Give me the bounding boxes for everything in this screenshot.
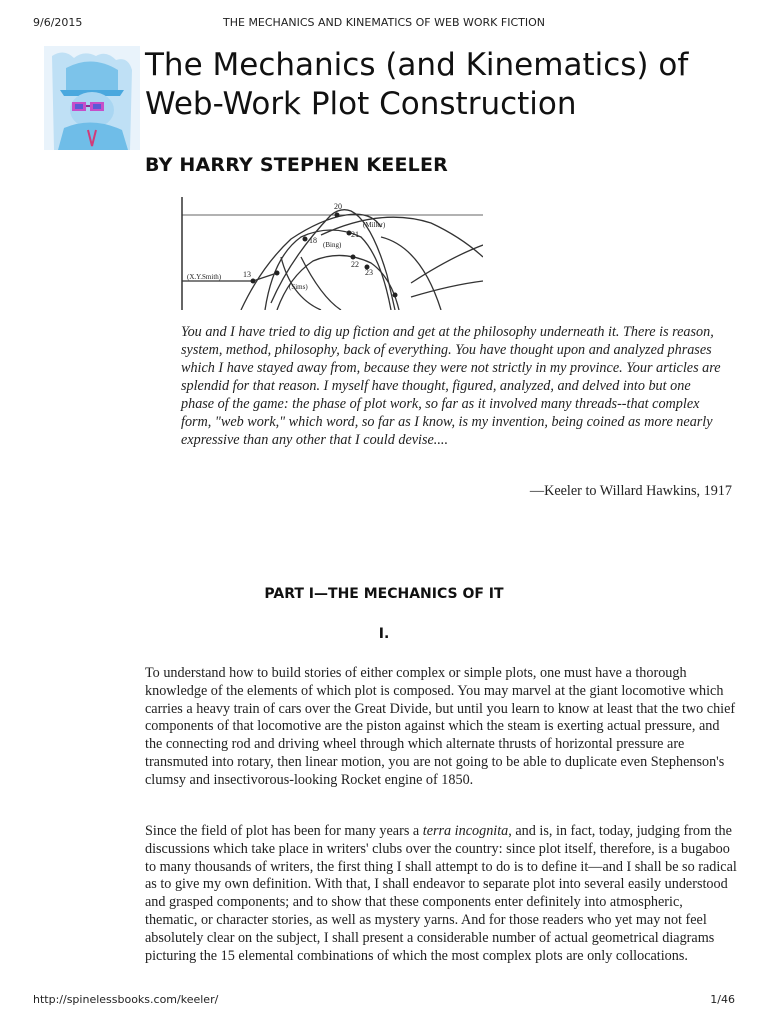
diagram-label-bing: (Bing) xyxy=(323,241,342,249)
article-title xyxy=(145,46,745,124)
body-paragraph-2 xyxy=(145,823,737,965)
diagram-label-22: 22 xyxy=(351,260,359,269)
diagram-label-miller: (Miller) xyxy=(363,221,386,229)
part-heading: PART I—THE MECHANICS OF IT xyxy=(264,586,504,602)
diagram-label-18: 18 xyxy=(309,236,317,245)
print-page-title: THE MECHANICS AND KINEMATICS OF WEB WORK FICTION xyxy=(223,16,545,29)
diagram-label-13: 13 xyxy=(243,270,251,279)
diagram-label-23: 23 xyxy=(365,268,373,277)
page-number: 1/46 xyxy=(710,993,735,1006)
section-numeral: I. xyxy=(378,626,390,642)
paragraph-2-text-end: , and is, in fact, today, judging from the discussions which take place in writers' clubs over the country: since plot itself, therefore, is a bugaboo to many thousands of writers, the first thing I shall attempt to do is to define it—and I shall be so radical as to give my own definition. With that, I shall endeavor to separate plot into several easily understood and grasped components; and to show that these components enter definitely into atmospheric, thematic, or character stories, as well as mystery yarns. And for those readers who yet may not feel absolutely clear on the subject, I shall present a considerable number of actual geometrical diagrams picturing the 15 elemental combinations of which the most complex plots are only collocations. xyxy=(145,823,737,964)
author-portrait-logo xyxy=(44,46,140,150)
print-footer xyxy=(33,993,735,1007)
paragraph-2-text-start: Since the field of plot has been for many years a xyxy=(145,823,423,839)
title-line-2: Web-Work Plot Construction xyxy=(145,86,577,122)
diagram-label-21: 21 xyxy=(351,230,359,239)
diagram-label-sims: (Sims) xyxy=(289,283,308,291)
title-line-1: The Mechanics (and Kinematics) of xyxy=(145,47,689,83)
web-work-plot-diagram xyxy=(181,197,483,310)
epigraph-quote: You and I have tried to dig up fiction and get at the philosophy underneath it. There is reason, system, method, philosophy, back of everything. You have thought upon and analyzed phrases which I have stayed away from, because they were not strictly in my province. Your articles are splendid for that reason. I myself have thought, figured, analyzed, and delved into but one phase of the game: the phase of plot work, so far as it involved many threads--that complex form, "web work," which word, so far as I know, is my invention, being coined as more nearly expressive than any other that I could devise.... xyxy=(181,324,721,448)
diagram-label-20: 20 xyxy=(334,202,342,211)
print-header xyxy=(33,16,735,30)
body-paragraph-1: To understand how to build stories of either complex or simple plots, one must have a thorough knowledge of the elements of which plot is composed. You may marvel at the giant locomotive which carries a heavy train of cars over the Great Divide, but until you learn to know at least that the two chief components of that locomotive are the piston against which the steam is exerting actual pressure, and the connecting rod and driving wheel through which alternate thrusts of horizontal pressure are transmuted into rotary, then linear motion, you are not going to be able to duplicate even Stephenson's clumsy and insectivorous-looking Rocket engine of 1850. xyxy=(145,665,736,788)
epigraph-attribution: —Keeler to Willard Hawkins, 1917 xyxy=(529,483,732,499)
author-byline: BY HARRY STEPHEN KEELER xyxy=(145,154,448,176)
source-url: http://spinelessbooks.com/keeler/ xyxy=(33,993,219,1006)
paragraph-2-italic-phrase: terra incognita xyxy=(422,823,509,839)
print-date: 9/6/2015 xyxy=(33,16,83,29)
diagram-label-xysmith: (X.Y.Smith) xyxy=(187,273,222,281)
